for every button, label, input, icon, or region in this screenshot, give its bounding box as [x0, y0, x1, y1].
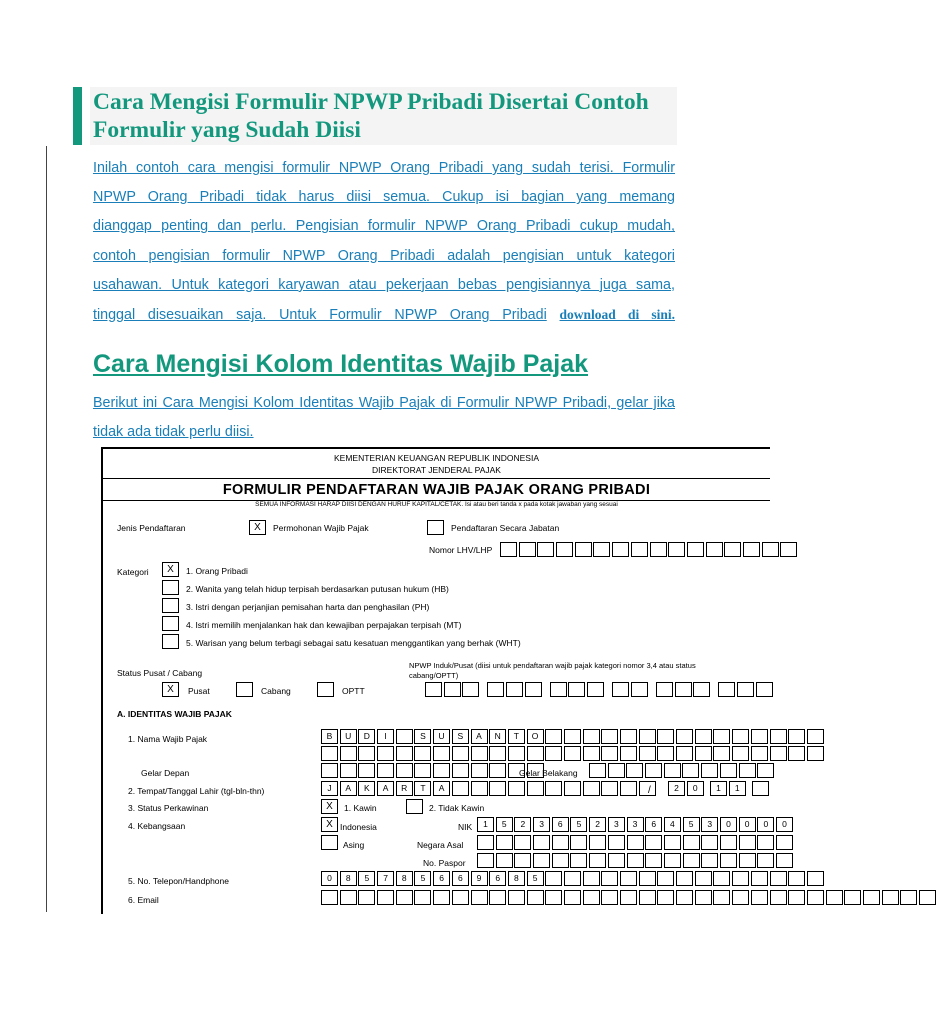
field-6-label: 6. Email — [128, 895, 159, 905]
char-cell — [358, 746, 375, 761]
char-cell — [601, 729, 618, 744]
char-cell — [545, 871, 562, 886]
char-cell: U — [340, 729, 357, 744]
status-label: Status Pusat / Cabang — [117, 668, 203, 678]
char-cell — [433, 746, 450, 761]
char-cell: 4 — [664, 817, 681, 832]
char-cell: S — [452, 729, 469, 744]
kategori-checkbox-4 — [162, 616, 179, 631]
negara-asal-cells — [477, 835, 795, 850]
place-cells — [321, 781, 657, 796]
char-cell — [564, 729, 581, 744]
char-cell: N — [489, 729, 506, 744]
char-cell: 6 — [552, 817, 569, 832]
char-cell — [527, 746, 544, 761]
char-cell: I — [377, 729, 394, 744]
char-cell — [657, 871, 674, 886]
char-cell: D — [358, 729, 375, 744]
char-cell: 5 — [496, 817, 513, 832]
char-cell — [620, 746, 637, 761]
char-cell: A — [433, 781, 450, 796]
char-cell — [545, 781, 562, 796]
char-cell: 0 — [739, 817, 756, 832]
char-cell — [676, 729, 693, 744]
section-heading: Cara Mengisi Kolom Identitas Wajib Pajak — [93, 350, 589, 378]
char-cell — [713, 871, 730, 886]
char-cell — [639, 746, 656, 761]
char-cell — [471, 781, 488, 796]
status-option: OPTT — [342, 686, 365, 696]
char-cell — [732, 746, 749, 761]
kategori-item: 4. Istri memilih menjalankan hak dan kewajiban perpajakan terpisah (MT) — [186, 620, 462, 630]
char-cell — [676, 746, 693, 761]
intro-line: usahawan. Untuk kategori karyawan atau pekerjaan bebas pengisiannya juga sama, — [93, 276, 675, 293]
form-title: FORMULIR PENDAFTARAN WAJIB PAJAK ORANG PRIBADI — [222, 482, 651, 498]
char-cell: B — [321, 729, 338, 744]
char-cell: 3 — [627, 817, 644, 832]
char-cell — [770, 729, 787, 744]
char-cell: 7 — [377, 871, 394, 886]
char-cell — [620, 781, 637, 796]
jenis-option-2: Pendaftaran Secara Jabatan — [451, 523, 560, 533]
char-cell: 3 — [608, 817, 625, 832]
char-cell — [807, 729, 824, 744]
phone-cells — [321, 871, 826, 886]
intro-line: Inilah contoh cara mengisi formulir NPWP Orang Pribadi yang sudah terisi. Formulir — [93, 160, 675, 176]
kawin-checkbox: X — [321, 799, 338, 814]
char-cell: 0 — [720, 817, 737, 832]
char-cell: A — [377, 781, 394, 796]
char-cell — [452, 781, 469, 796]
char-cell: 8 — [340, 871, 357, 886]
char-cell — [601, 871, 618, 886]
char-cell — [583, 871, 600, 886]
char-cell: 6 — [489, 871, 506, 886]
char-cell — [657, 729, 674, 744]
char-cell — [489, 746, 506, 761]
char-cell — [770, 871, 787, 886]
date-month-cells — [710, 781, 747, 796]
char-cell — [751, 729, 768, 744]
char-cell: A — [471, 729, 488, 744]
char-cell: 1 — [729, 781, 746, 796]
char-cell: U — [433, 729, 450, 744]
char-cell — [508, 746, 525, 761]
char-cell — [751, 746, 768, 761]
char-cell — [788, 746, 805, 761]
char-cell — [751, 871, 768, 886]
char-cell: 8 — [396, 871, 413, 886]
intro-paragraph — [93, 154, 675, 330]
char-cell — [396, 746, 413, 761]
nik-label: NIK — [458, 822, 473, 832]
kategori-label: Kategori — [117, 567, 149, 577]
char-cell — [732, 871, 749, 886]
char-cell: 0 — [687, 781, 704, 796]
status-checkbox-pusat: X — [162, 682, 179, 697]
char-cell: 3 — [701, 817, 718, 832]
article-title: Cara Mengisi Formulir NPWP Pribadi Disertai Contoh Formulir yang Sudah Diisi — [93, 89, 649, 143]
char-cell — [564, 746, 581, 761]
char-cell: 6 — [452, 871, 469, 886]
email-cells — [321, 890, 938, 905]
jenis-option-1: Permohonan Wajib Pajak — [273, 523, 369, 533]
status-option: Cabang — [261, 686, 291, 696]
char-cell — [545, 746, 562, 761]
char-cell — [583, 729, 600, 744]
kategori-item: 1. Orang Pribadi — [186, 566, 248, 576]
form-ministry: KEMENTERIAN KEUANGAN REPUBLIK INDONESIA — [334, 453, 539, 463]
form-directorate: DIREKTORAT JENDERAL PAJAK — [372, 465, 501, 475]
kategori-checkbox-3 — [162, 598, 179, 613]
field-2-label: 2. Tempat/Tanggal Lahir (tgl-bln-thn) — [128, 786, 265, 796]
char-cell — [340, 746, 357, 761]
name-cells — [321, 729, 826, 744]
date-day-cells — [668, 781, 705, 796]
char-cell: 6 — [645, 817, 662, 832]
char-cell: T — [414, 781, 431, 796]
jenis-checkbox-2 — [427, 520, 444, 535]
form-instruction: SEMUA INFORMASI HARAP DIISI DENGAN HURUF KAPITAL/CETAK. Isi atau beri tanda x pada kotak jawaban yang sesuai — [255, 501, 618, 508]
title-accent-bar — [73, 87, 82, 145]
asing-checkbox — [321, 835, 338, 850]
char-cell — [583, 746, 600, 761]
char-cell — [788, 871, 805, 886]
indonesia-label: Indonesia — [340, 822, 377, 832]
no-paspor-cells — [477, 853, 795, 868]
char-cell — [396, 729, 413, 744]
char-cell: 0 — [776, 817, 793, 832]
date-slash: / — [648, 785, 651, 796]
char-cell: 2 — [514, 817, 531, 832]
nik-cells — [477, 817, 795, 832]
char-cell — [508, 781, 525, 796]
char-cell: 3 — [533, 817, 550, 832]
char-cell — [807, 746, 824, 761]
gelar-belakang-label: Gelar Belakang — [519, 768, 578, 778]
char-cell: 5 — [358, 871, 375, 886]
char-cell — [695, 729, 712, 744]
char-cell — [414, 746, 431, 761]
intro-line: dianggap penting dan perlu. Pengisian formulir NPWP Orang Pribadi cukup mudah, — [93, 218, 675, 235]
char-cell — [713, 746, 730, 761]
field-3-label: 3. Status Perkawinan — [128, 803, 209, 813]
intro-line: NPWP Orang Pribadi tidak harus diisi semua. Cukup isi bagian yang memang — [93, 189, 675, 206]
char-cell — [788, 729, 805, 744]
char-cell: 9 — [471, 871, 488, 886]
char-cell — [601, 746, 618, 761]
indonesia-checkbox: X — [321, 817, 338, 832]
char-cell — [601, 781, 618, 796]
kategori-checkbox-1: X — [162, 562, 179, 577]
char-cell — [676, 871, 693, 886]
date-year-cells — [752, 781, 771, 796]
nomor-lhv-label: Nomor LHV/LHP — [429, 545, 493, 555]
tidak-kawin-label: 2. Tidak Kawin — [429, 803, 485, 813]
section-a-label: A. IDENTITAS WAJIB PAJAK — [117, 709, 232, 719]
jenis-checkbox-1: X — [249, 520, 266, 535]
npwp-form-image — [101, 447, 787, 914]
char-cell: A — [340, 781, 357, 796]
char-cell — [545, 729, 562, 744]
field-4-label: 4. Kebangsaan — [128, 821, 186, 831]
char-cell: 2 — [589, 817, 606, 832]
char-cell: T — [508, 729, 525, 744]
lhv-cells — [500, 542, 799, 557]
char-cell — [657, 746, 674, 761]
npwp-induk-label: NPWP Induk/Pusat (diisi untuk pendaftaran wajib pajak kategori nomor 3,4 atau status cabang/OPTT) — [409, 661, 696, 680]
char-cell: 8 — [508, 871, 525, 886]
char-cell — [695, 871, 712, 886]
char-cell — [732, 729, 749, 744]
char-cell: O — [527, 729, 544, 744]
char-cell: K — [358, 781, 375, 796]
char-cell: 0 — [757, 817, 774, 832]
char-cell — [527, 781, 544, 796]
char-cell — [770, 746, 787, 761]
kategori-item: 5. Warisan yang belum terbagi sebagai satu kesatuan menggantikan yang berhak (WHT) — [186, 638, 521, 648]
field-1-label: 1. Nama Wajib Pajak — [128, 734, 208, 744]
name-cells-row2 — [321, 746, 826, 761]
kategori-item: 3. Istri dengan perjanjian pemisahan harta dan penghasilan (PH) — [186, 602, 430, 612]
intro-line: tinggal disesuaikan saja. Untuk Formulir NPWP Orang Pribadi — [93, 307, 547, 324]
char-cell: 5 — [527, 871, 544, 886]
char-cell — [807, 871, 824, 886]
char-cell: 5 — [414, 871, 431, 886]
npwp-induk-cells — [425, 682, 774, 697]
status-checkbox-optt — [317, 682, 334, 697]
tidak-kawin-checkbox — [406, 799, 423, 814]
char-cell — [377, 746, 394, 761]
negara-asal-label: Negara Asal — [417, 840, 464, 850]
left-margin-rule — [46, 146, 47, 912]
section-text: Berikut ini Cara Mengisi Kolom Identitas Wajib Pajak di Formulir NPWP Pribadi, gelar jika tidak ada tidak perlu diisi. — [93, 395, 675, 441]
kawin-label: 1. Kawin — [344, 803, 377, 813]
char-cell — [564, 871, 581, 886]
char-cell: 1 — [477, 817, 494, 832]
field-5-label: 5. No. Telepon/Handphone — [128, 876, 229, 886]
char-cell — [583, 781, 600, 796]
form-divider — [103, 478, 770, 479]
kategori-item: 2. Wanita yang telah hidup terpisah berdasarkan putusan hukum (HB) — [186, 584, 449, 594]
no-paspor-label: No. Paspor — [423, 858, 466, 868]
char-cell: 2 — [668, 781, 685, 796]
char-cell: 1 — [710, 781, 727, 796]
download-link[interactable]: download di sini. — [559, 307, 675, 323]
char-cell — [489, 781, 506, 796]
gelar-belakang-cells — [589, 763, 776, 778]
char-cell — [564, 781, 581, 796]
char-cell: 0 — [321, 871, 338, 886]
char-cell — [639, 871, 656, 886]
char-cell — [452, 746, 469, 761]
char-cell — [471, 746, 488, 761]
gelar-depan-label: Gelar Depan — [141, 768, 190, 778]
char-cell: 5 — [683, 817, 700, 832]
gelar-depan-cells — [321, 763, 545, 778]
char-cell: R — [396, 781, 413, 796]
char-cell — [620, 871, 637, 886]
char-cell: J — [321, 781, 338, 796]
intro-line: contoh pengisian formulir NPWP Orang Pribadi adalah pengisian untuk kategori — [93, 247, 675, 264]
status-checkbox-cabang — [236, 682, 253, 697]
jenis-label: Jenis Pendaftaran — [117, 523, 186, 533]
char-cell — [321, 746, 338, 761]
char-cell — [713, 729, 730, 744]
kategori-checkbox-2 — [162, 580, 179, 595]
char-cell — [695, 746, 712, 761]
char-cell: 6 — [433, 871, 450, 886]
asing-label: Asing — [343, 840, 365, 850]
kategori-checkbox-5 — [162, 634, 179, 649]
char-cell: S — [414, 729, 431, 744]
status-option: Pusat — [188, 686, 210, 696]
char-cell: 5 — [570, 817, 587, 832]
char-cell — [620, 729, 637, 744]
char-cell — [639, 729, 656, 744]
